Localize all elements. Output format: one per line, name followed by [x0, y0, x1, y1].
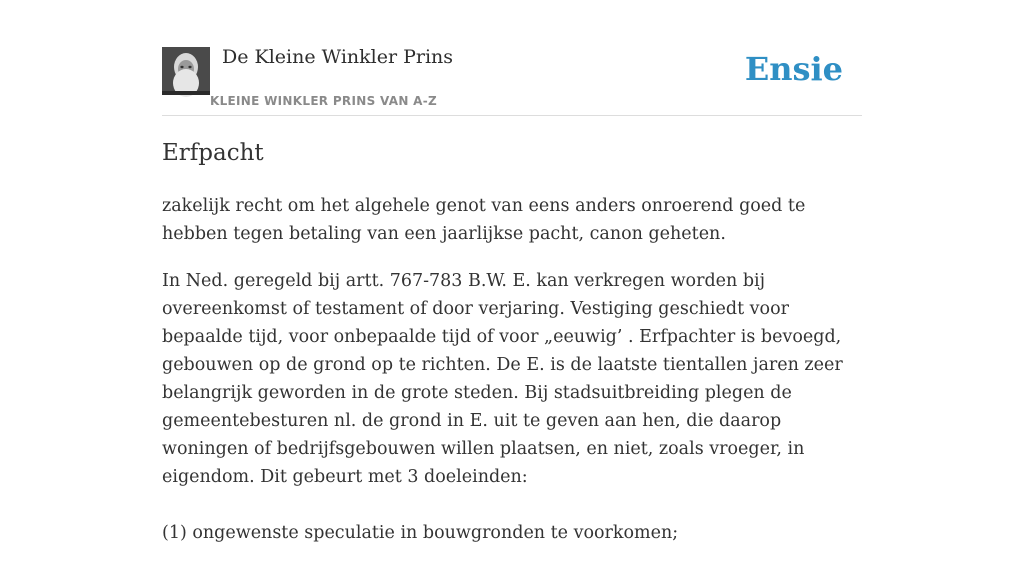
paragraph-list-item: (1) ongewenste speculatie in bouwgronden te voorkomen; [162, 523, 679, 543]
source-subtitle[interactable]: KLEINE WINKLER PRINS VAN A-Z [210, 94, 438, 108]
header-divider [162, 115, 862, 116]
source-name[interactable]: De Kleine Winkler Prins [222, 46, 454, 68]
article-body [162, 192, 862, 566]
ensie-logo[interactable]: Ensie [744, 50, 843, 88]
paragraph-definition: zakelijk recht om het algehele genot van eens anders onroerend goed te hebben tegen betaling van een jaarlijkse pacht, canon geheten. [162, 196, 806, 244]
paragraph-details: In Ned. geregeld bij artt. 767-783 B.W. E. kan verkregen worden bij overeenkomst of testament of door verjaring. Vestiging geschiedt voor bepaalde tijd, voor onbepaalde tijd of voor „eeuwig’ . Erfpachter is bevoegd, gebouwen op de grond op te richten. De E. is de laatste tientallen jaren zeer belangrijk geworden in de grote steden. Bij stadsuitbreiding plegen de gemeentebesturen nl. de grond in E. uit te geven aan hen, die daarop woningen of bedrijfsgebouwen willen plaatsen, en niet, zoals vroeger, in eigendom. Dit gebeurt met 3 doeleinden: [162, 271, 843, 487]
portrait-image [162, 47, 210, 95]
author-avatar[interactable] [162, 47, 210, 95]
article-title: Erfpacht [162, 140, 264, 166]
